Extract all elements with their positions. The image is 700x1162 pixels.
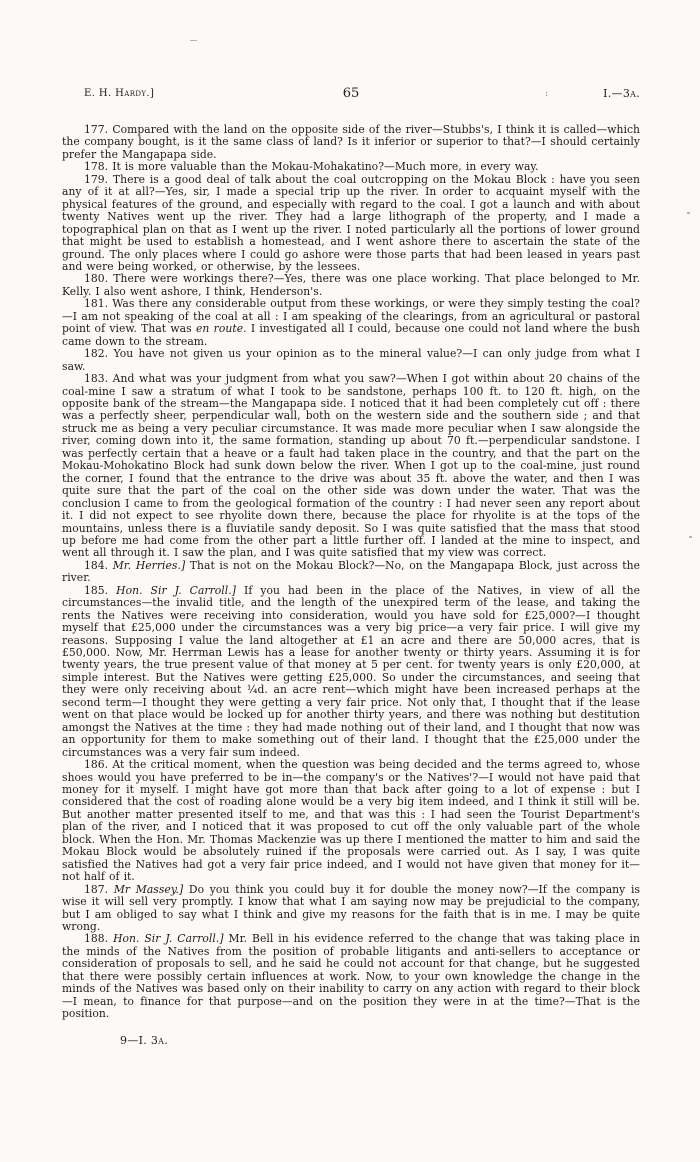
paper-reference: I.—3a. — [603, 87, 640, 100]
paragraph-text: Do you think you could buy it for double the money now?—If the company is wise it will sell very promptly. I know that what I am saying now may be prejudicial to the company, but I am obliged to say what I think and give my reasons for the faith that is in me. I may be quite wrong. — [62, 882, 641, 933]
paragraph-text: . I investigated all I could, because one could not land where the bush came down to the stream. — [62, 322, 641, 348]
paragraph-text: 186. At the critical moment, when the question was being decided and the terms agreed to, whose shoes would you have preferred to be in—the company's or the Natives'?—I would not have paid that money for it myself. I might have got more than that back after going to a lot of expense : but I considered that the cost of roading alone would be a very big item indeed, and I think it still will be. But another matter presented itself to me, and that was this : I had seen the Tourist Department's plan of the river, and I noticed that it was proposed to cut off the only valuable part of the whole block. When the Hon. Mr. Thomas Mackenzie was up there I mentioned the matter to him and said the Mokau Block would be absolutely ruined if the proposals were carried out. As I say, I was quite satisfied the Natives had got a very fair price indeed, and I would not have given that money for it—not half of it. — [62, 758, 640, 884]
paragraph-text: 183. And what was your judgment from what you saw?—When I got within about 20 chains of the coal-mine I saw a stratum of what I took to be sandstone, perhaps 100 ft. to 120 ft. high, on the opposite bank of the stream—the Mangapapa side. I noticed that it had been completely cut off : there was a perfectly sheer, perpendicular wall, both on the western side and the southern side ; and that struck me as being a very peculiar circumstance. It was made more peculiar when I saw alongside the river, coming down into it, the same formation, standing up about 70 ft.—perpendicular sandstone. I was perfectly certain that a heave or a fault had taken place in the country, and that the part on the Mokau-Mohokatino Block had sunk down below the river. When I got up to the coal-mine, just round the corner, I found that the entrance to the drive was about 35 ft. above the water, and then I was quite sure that the part of the coal on the other side was down under the water. That was the conclusion I came to from the geological formation of the country : I had never seen any report about it. I did not expect to see rhyolite down there, because the place for rhyolite is at the tops of the mountains, unless there is a fluviatile sandy deposit. So I was quite satisfied that the mass that stood up before me had come from the other part a little further off. I landed at the mine to inspect, and went all through it. I saw the plan, and I was quite satisfied that my view was correct. — [62, 372, 640, 560]
paragraph-text: 181. Was there any considerable output from these workings, or were they simply testing the coal?—I am not speaking of the coal at all : I am speaking of the clearings, from an agricultural or pastoral point of view. That was — [62, 297, 640, 336]
paragraph-text: 178. It is more valuable than the Mokau-Mohakatino?—Much more, in every way. — [84, 160, 539, 174]
paragraph-text: 182. You have not given us your opinion as to the mineral value?—I can only judge from what I saw. — [62, 347, 640, 373]
paragraph-text: 185. — [84, 583, 117, 597]
speaker-name: Mr Massey.] — [113, 882, 184, 896]
document-body — [62, 124, 640, 1021]
scan-artifact-mark — [687, 212, 690, 214]
testimony-paragraph — [62, 884, 640, 934]
speaker-name: Hon. Sir J. Carroll.] — [113, 932, 224, 946]
paragraph-text: 187. — [84, 882, 114, 896]
paragraph-text: 179. There is a good deal of talk about the coal outcropping on the Mokau Block : have you seen any of it at all?—Yes, sir, I made a special trip up the river. In order to acquaint myself with the physical features of the ground, and especially with regard to the coal. I got a launch and with about twenty Natives went up the river. They had a large lithograph of the property, and I made a topographical plan on that as I went up the river. I noted particularly all the portions of lower ground that might be used to establish a homestead, and I went ashore there to ascertain the state of the ground. The only places where I could go ashore were those parts that had been leased in years past and were being worked, or otherwise, by the lessees. — [62, 172, 640, 273]
paragraph-text: 180. There were workings there?—Yes, there was one place working. That place belonged to Mr. Kelly. I also went ashore, I think, Henderson's. — [62, 272, 640, 298]
scan-artifact-mark — [689, 536, 692, 538]
paragraph-text: That is not on the Mokau Block?—No, on the Mangapapa Block, just across the river. — [62, 558, 641, 585]
testimony-paragraph — [62, 373, 640, 560]
page-footer — [62, 1034, 640, 1047]
testimony-paragraph — [62, 560, 640, 585]
print-artifact: : — [545, 89, 549, 99]
testimony-paragraph — [62, 585, 640, 759]
testimony-paragraph — [62, 174, 640, 274]
paragraph-text: 188. — [84, 932, 114, 946]
witness-name: E. H. Hardy.] — [84, 88, 155, 99]
page-number: 65 — [342, 86, 360, 101]
paragraph-text: 184. — [84, 558, 113, 572]
testimony-paragraph — [62, 298, 640, 348]
paragraph-text: Mr. Bell in his evidence referred to the change that was taking place in the minds of the Natives from the position of probable litigants and anti-sellers to acceptance or consideration of proposals to sell, and he said he could not account for that change, but he suggested that there were possibly certain influences at work. Now, to your own knowledge the change in the minds of the Natives was based only on their inability to carry on any action with regard to their block—I mean, to finance for that purpose—and on the position they were in at the time?—That is the position. — [62, 932, 640, 1021]
speaker-name: en route — [195, 322, 244, 336]
page-header — [62, 88, 640, 102]
testimony-paragraph — [62, 933, 640, 1020]
speaker-name: Hon. Sir J. Carroll.] — [116, 583, 236, 597]
paragraph-text: If you had been in the place of the Natives, in view of all the circumstances—the invalid title, and the length of the unexpired term of the lease, and taking the rents the Natives were receiving into consideration, would you have sold for £25,000?—I thought myself that £25,000 under the circumstances was a very big price—a very fair price. I will give my reasons. Supposing I value the land altogether at £1 an acre and there are 50,000 acres, that is £50,000. Now, Mr. Herrman Lewis has a lease for another twenty or thirty years. Assuming it is for twenty years, the true present value of that money at 5 per cent. for twenty years is only £20,000, at simple interest. But the Natives were getting £25,000. So under the circumstances, and seeing that they were only receiving about ¼d. an acre rent—which might have been increased perhaps at the second term—I thought they were getting a very fair price. Not only that, I thought that if the lease went on that place would be locked up for another thirty years, and there was nothing but destitution amongst the Natives at the time : they had made nothing out of their land, and I thought that now was an opportunity for them to make something out of their land. I thought that the £25,000 under the circumstances was a very fair sum indeed. — [62, 583, 640, 759]
testimony-paragraph — [62, 348, 640, 373]
signature-mark: 9—I. 3a. — [120, 1033, 169, 1047]
testimony-paragraph — [62, 124, 640, 161]
paragraph-text: 177. Compared with the land on the opposite side of the river—Stubbs's, I think it is called—which the company bought, is it the same class of land? Is it inferior or superior to that?—I should certainly prefer the Mangapapa side. — [62, 123, 640, 161]
speaker-name: Mr. Herries.] — [112, 558, 186, 572]
testimony-paragraph — [62, 759, 640, 884]
testimony-paragraph — [62, 273, 640, 298]
scan-artifact-mark — [190, 40, 197, 41]
